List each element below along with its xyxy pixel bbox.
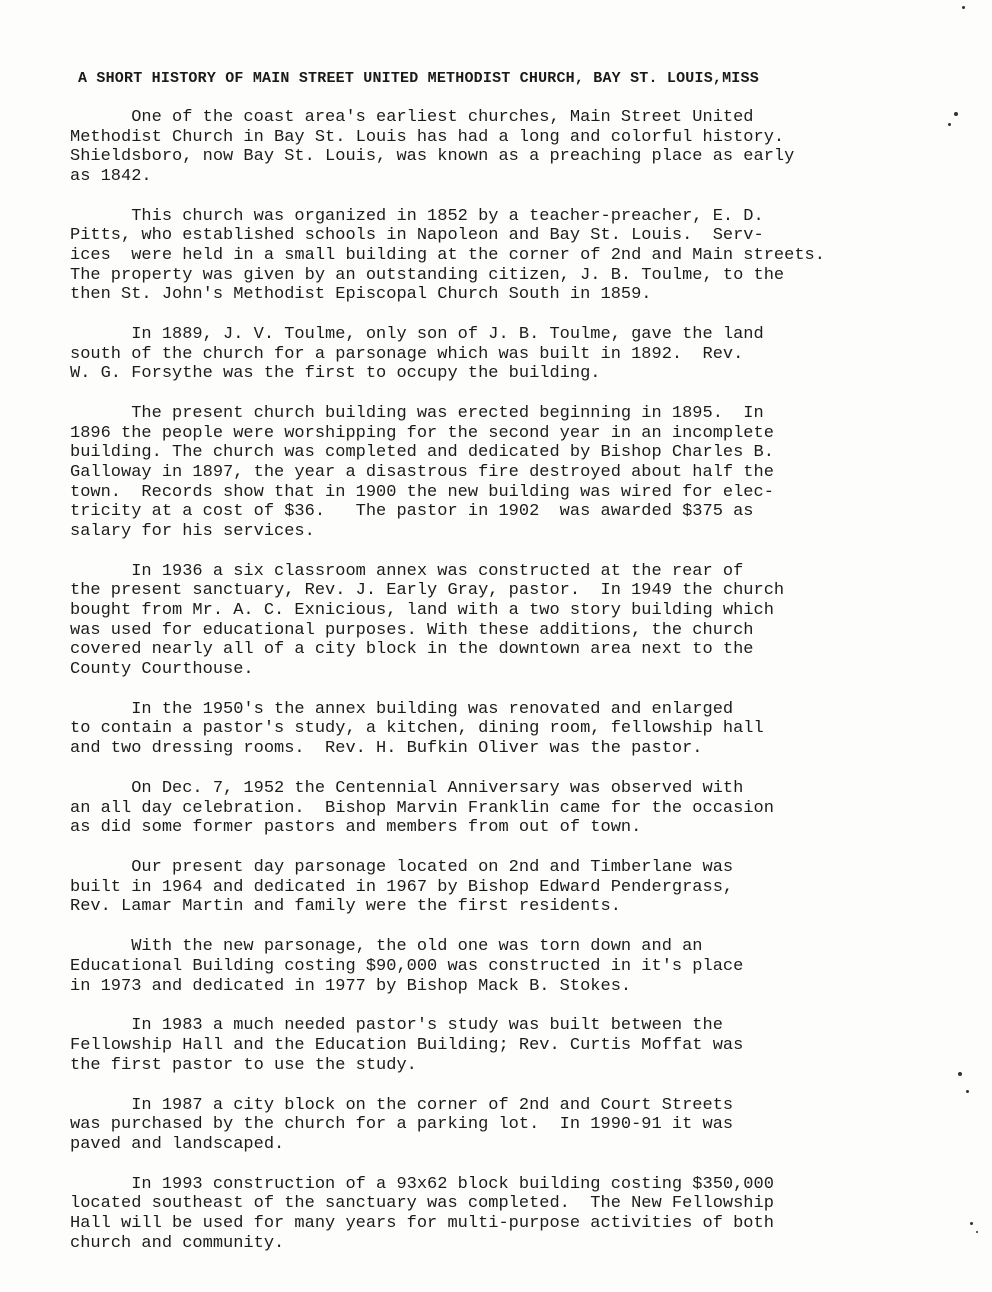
paragraph-12: In 1993 construction of a 93x62 block building costing $350,000 located southeast of the sanctuary was completed. The New Fellowship Hall will be used for many years for multi-purpose activities of both church and community. [70, 1174, 774, 1253]
scan-speck [970, 1222, 973, 1225]
paragraph-4: The present church building was erected beginning in 1895. In 1896 the people were worshipping for the second year in an incomplete building. The church was completed and dedicated by Bishop Charles B. Galloway in 1897, the year a disastrous fire destroyed about half the town. Records show that in 1900 the new building was wired for elec- tricity at a cost of $36. The pastor in 1902 was awarded $375 as salary for his services. [70, 404, 774, 541]
scan-speck [948, 123, 951, 126]
paragraph-7: On Dec. 7, 1952 the Centennial Anniversary was observed with an all day celebration. Bishop Marvin Franklin came for the occasion as did some former pastors and members from out of town. [70, 778, 774, 838]
paragraph-11: In 1987 a city block on the corner of 2nd and Court Streets was purchased by the church for a parking lot. In 1990-91 it was paved and landscaped. [70, 1095, 734, 1154]
document-title: A SHORT HISTORY OF MAIN STREET UNITED METHODIST CHURCH, BAY ST. LOUIS,MISS [78, 70, 759, 87]
scan-speck [976, 1231, 978, 1233]
scan-speck [958, 1072, 962, 1076]
paragraph-8: Our present day parsonage located on 2nd and Timberlane was built in 1964 and dedicated in 1967 by Bishop Edward Pendergrass, Rev. Lamar Martin and family were the first residents. [70, 858, 734, 917]
scan-speck [962, 6, 965, 9]
paragraph-2: This church was organized in 1852 by a teacher-preacher, E. D. Pitts, who established schools in Napoleon and Bay St. Louis. Serv- ices were held in a small building at the corner of 2nd and Main streets. The property was given by an outstanding citizen, J. B. Toulme, to the then St. John's Methodist Episcopal Church South in 1859. [70, 206, 825, 305]
paragraph-6: In the 1950's the annex building was renovated and enlarged to contain a pastor's study, a kitchen, dining room, fellowship hall and two dressing rooms. Rev. H. Bufkin Oliver was the pastor. [70, 699, 764, 758]
paragraph-1: One of the coast area's earliest churches, Main Street United Methodist Church in Bay St. Louis has had a long and colorful history. Shieldsboro, now Bay St. Louis, was known as a preaching place as early as 1842. [70, 108, 795, 186]
document-body [70, 108, 970, 1274]
scan-speck [954, 112, 958, 116]
paragraph-5: In 1936 a six classroom annex was constructed at the rear of the present sanctuary, Rev. J. Early Gray, pastor. In 1949 the church bought from Mr. A. C. Exnicious, land with a two story building which was used for educational purposes. With these additions, the church covered nearly all of a city block in the downtown area next to the County Courthouse. [70, 561, 785, 679]
paragraph-3: In 1889, J. V. Toulme, only son of J. B. Toulme, gave the land south of the church for a parsonage which was built in 1892. Rev. W. G. Forsythe was the first to occupy the building. [70, 325, 764, 384]
paragraph-9: With the new parsonage, the old one was torn down and an Educational Building costing $90,000 was constructed in it's place in 1973 and dedicated in 1977 by Bishop Mack B. Stokes. [70, 937, 744, 996]
scan-speck [966, 1090, 969, 1093]
paragraph-10: In 1983 a much needed pastor's study was built between the Fellowship Hall and the Education Building; Rev. Curtis Moffat was the first pastor to use the study. [70, 1016, 744, 1075]
